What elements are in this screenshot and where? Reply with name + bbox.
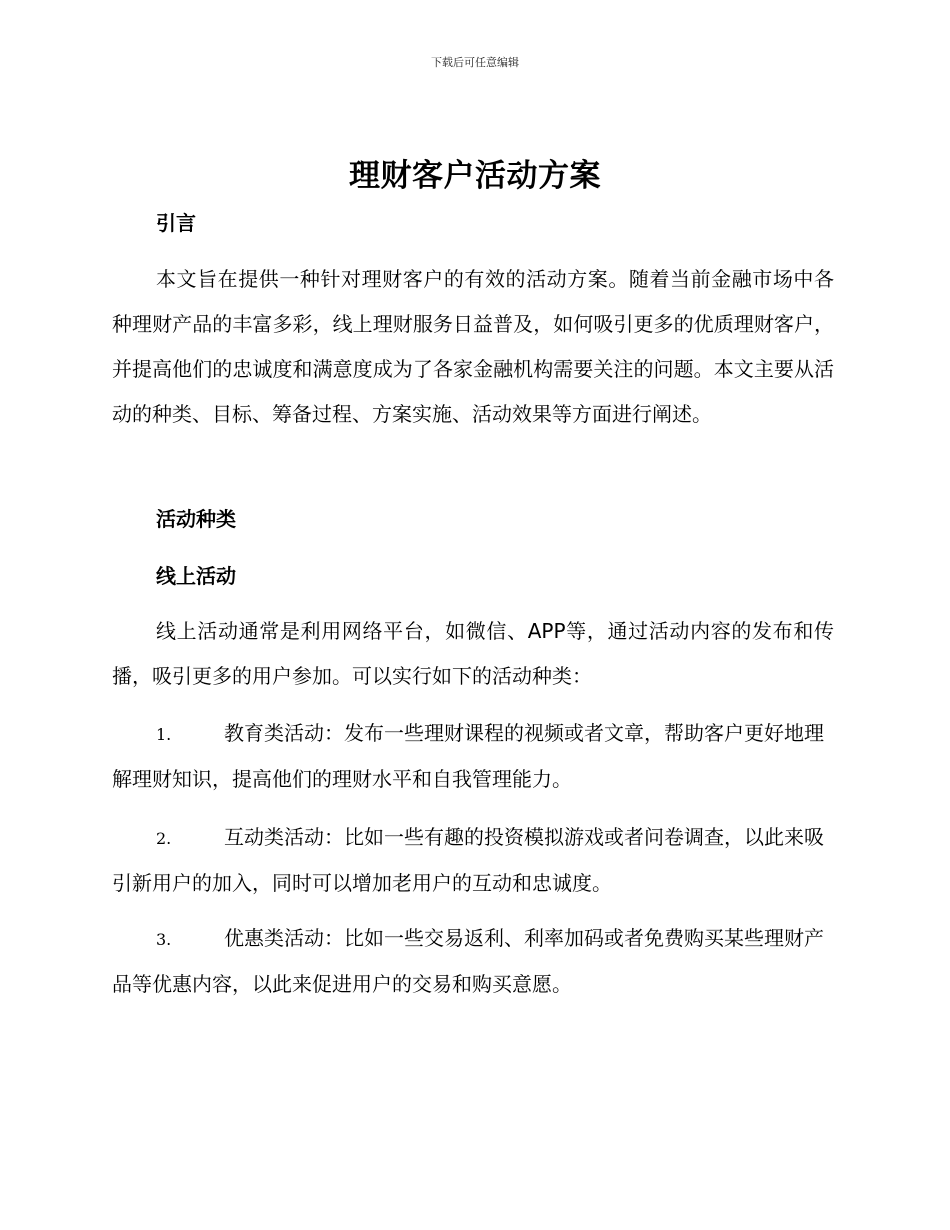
list-item xyxy=(112,711,834,802)
list-item xyxy=(112,815,834,906)
list-item-text: 互动类活动：比如一些有趣的投资模拟游戏或者问卷调查，以此来吸引新用户的加入，同时可以增加老用户的互动和忠诚度。 xyxy=(112,825,824,895)
heading-intro: 引言 xyxy=(156,211,196,235)
paragraph-intro: 本文旨在提供一种针对理财客户的有效的活动方案。随着当前金融市场中各种理财产品的丰富多彩，线上理财服务日益普及，如何吸引更多的优质理财客户，并提高他们的忠诚度和满意度成为了各家金融机构需要关注的问题。本文主要从活动的种类、目标、筹备过程、方案实施、活动效果等方面进行阐述。 xyxy=(112,267,834,426)
page-header-note: 下载后可任意编辑 xyxy=(431,56,519,69)
heading-online-activities: 线上活动 xyxy=(156,564,236,588)
list-item-text: 教育类活动：发布一些理财课程的视频或者文章，帮助客户更好地理解理财知识，提高他们的理财水平和自我管理能力。 xyxy=(112,721,824,791)
list-item-text: 优惠类活动：比如一些交易返利、利率加码或者免费购买某些理财产品等优惠内容，以此来促进用户的交易和购买意愿。 xyxy=(112,926,824,996)
list-item xyxy=(112,916,834,1007)
heading-activity-types: 活动种类 xyxy=(156,507,236,531)
list-item-number: 1. xyxy=(156,725,172,744)
list-item-number: 2. xyxy=(156,829,172,848)
list-item-number: 3. xyxy=(156,930,172,949)
document-title: 理财客户活动方案 xyxy=(349,158,601,194)
paragraph-online: 线上活动通常是利用网络平台，如微信、APP等，通过活动内容的发布和传播，吸引更多的用户参加。可以实行如下的活动种类： xyxy=(112,619,834,688)
